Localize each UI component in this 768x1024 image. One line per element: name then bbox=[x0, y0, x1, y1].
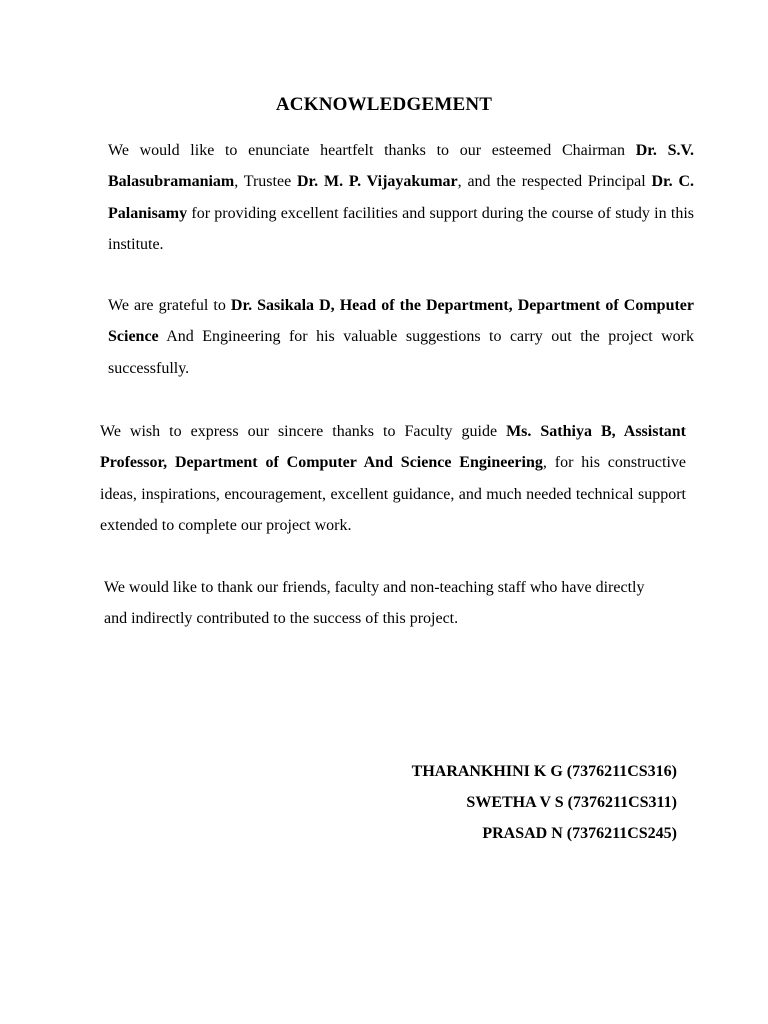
paragraph-thanks-friends bbox=[91, 572, 664, 635]
trustee-name: Dr. M. P. Vijayakumar bbox=[296, 173, 458, 191]
paragraph-text: We wish to express our sincere thanks to Faculty guide bbox=[100, 423, 507, 440]
signatory-name: SWETHA V S (7376211CS311) bbox=[466, 794, 677, 811]
signatory-name: THARANKHINI K G (7376211CS316) bbox=[411, 763, 677, 780]
paragraph-text: , and the respected Principal bbox=[457, 173, 652, 191]
hod-name: Dr. Sasikala D, Head of the Department, Department of Computer Science bbox=[108, 297, 694, 346]
signatory-name: PRASAD N (7376211CS245) bbox=[482, 825, 677, 842]
paragraph-text: We would like to thank our friends, faculty and non-teaching staff who have directly and indirectly contributed to the success of this project. bbox=[104, 579, 645, 628]
paragraph-text: , for his constructive ideas, inspirations, encouragement, excellent guidance, and much needed technical support extended to complete our project work. bbox=[100, 454, 686, 534]
signatories-block bbox=[412, 756, 677, 849]
guide-name: Ms. Sathiya B, Assistant Professor, Department of Computer And Science Engineering bbox=[100, 423, 687, 472]
paragraph-thanks-management bbox=[91, 135, 694, 260]
chairman-name: Dr. S.V. Balasubramaniam bbox=[108, 142, 695, 191]
paragraph-text: We would like to enunciate heartfelt thanks to our esteemed Chairman bbox=[108, 142, 636, 159]
paragraph-thanks-guide bbox=[91, 416, 686, 541]
paragraph-text: And Engineering for his valuable suggestions to carry out the project work successfully. bbox=[108, 328, 694, 377]
paragraph-text: We are grateful to bbox=[108, 297, 231, 314]
page-title: ACKNOWLEDGEMENT bbox=[275, 94, 493, 115]
paragraph-text: , Trustee bbox=[234, 173, 297, 191]
paragraph-thanks-hod bbox=[91, 290, 694, 384]
principal-name: Dr. C. Palanisamy bbox=[108, 173, 695, 222]
paragraph-text: for providing excellent facilities and support during the course of study in this institute. bbox=[108, 204, 694, 253]
